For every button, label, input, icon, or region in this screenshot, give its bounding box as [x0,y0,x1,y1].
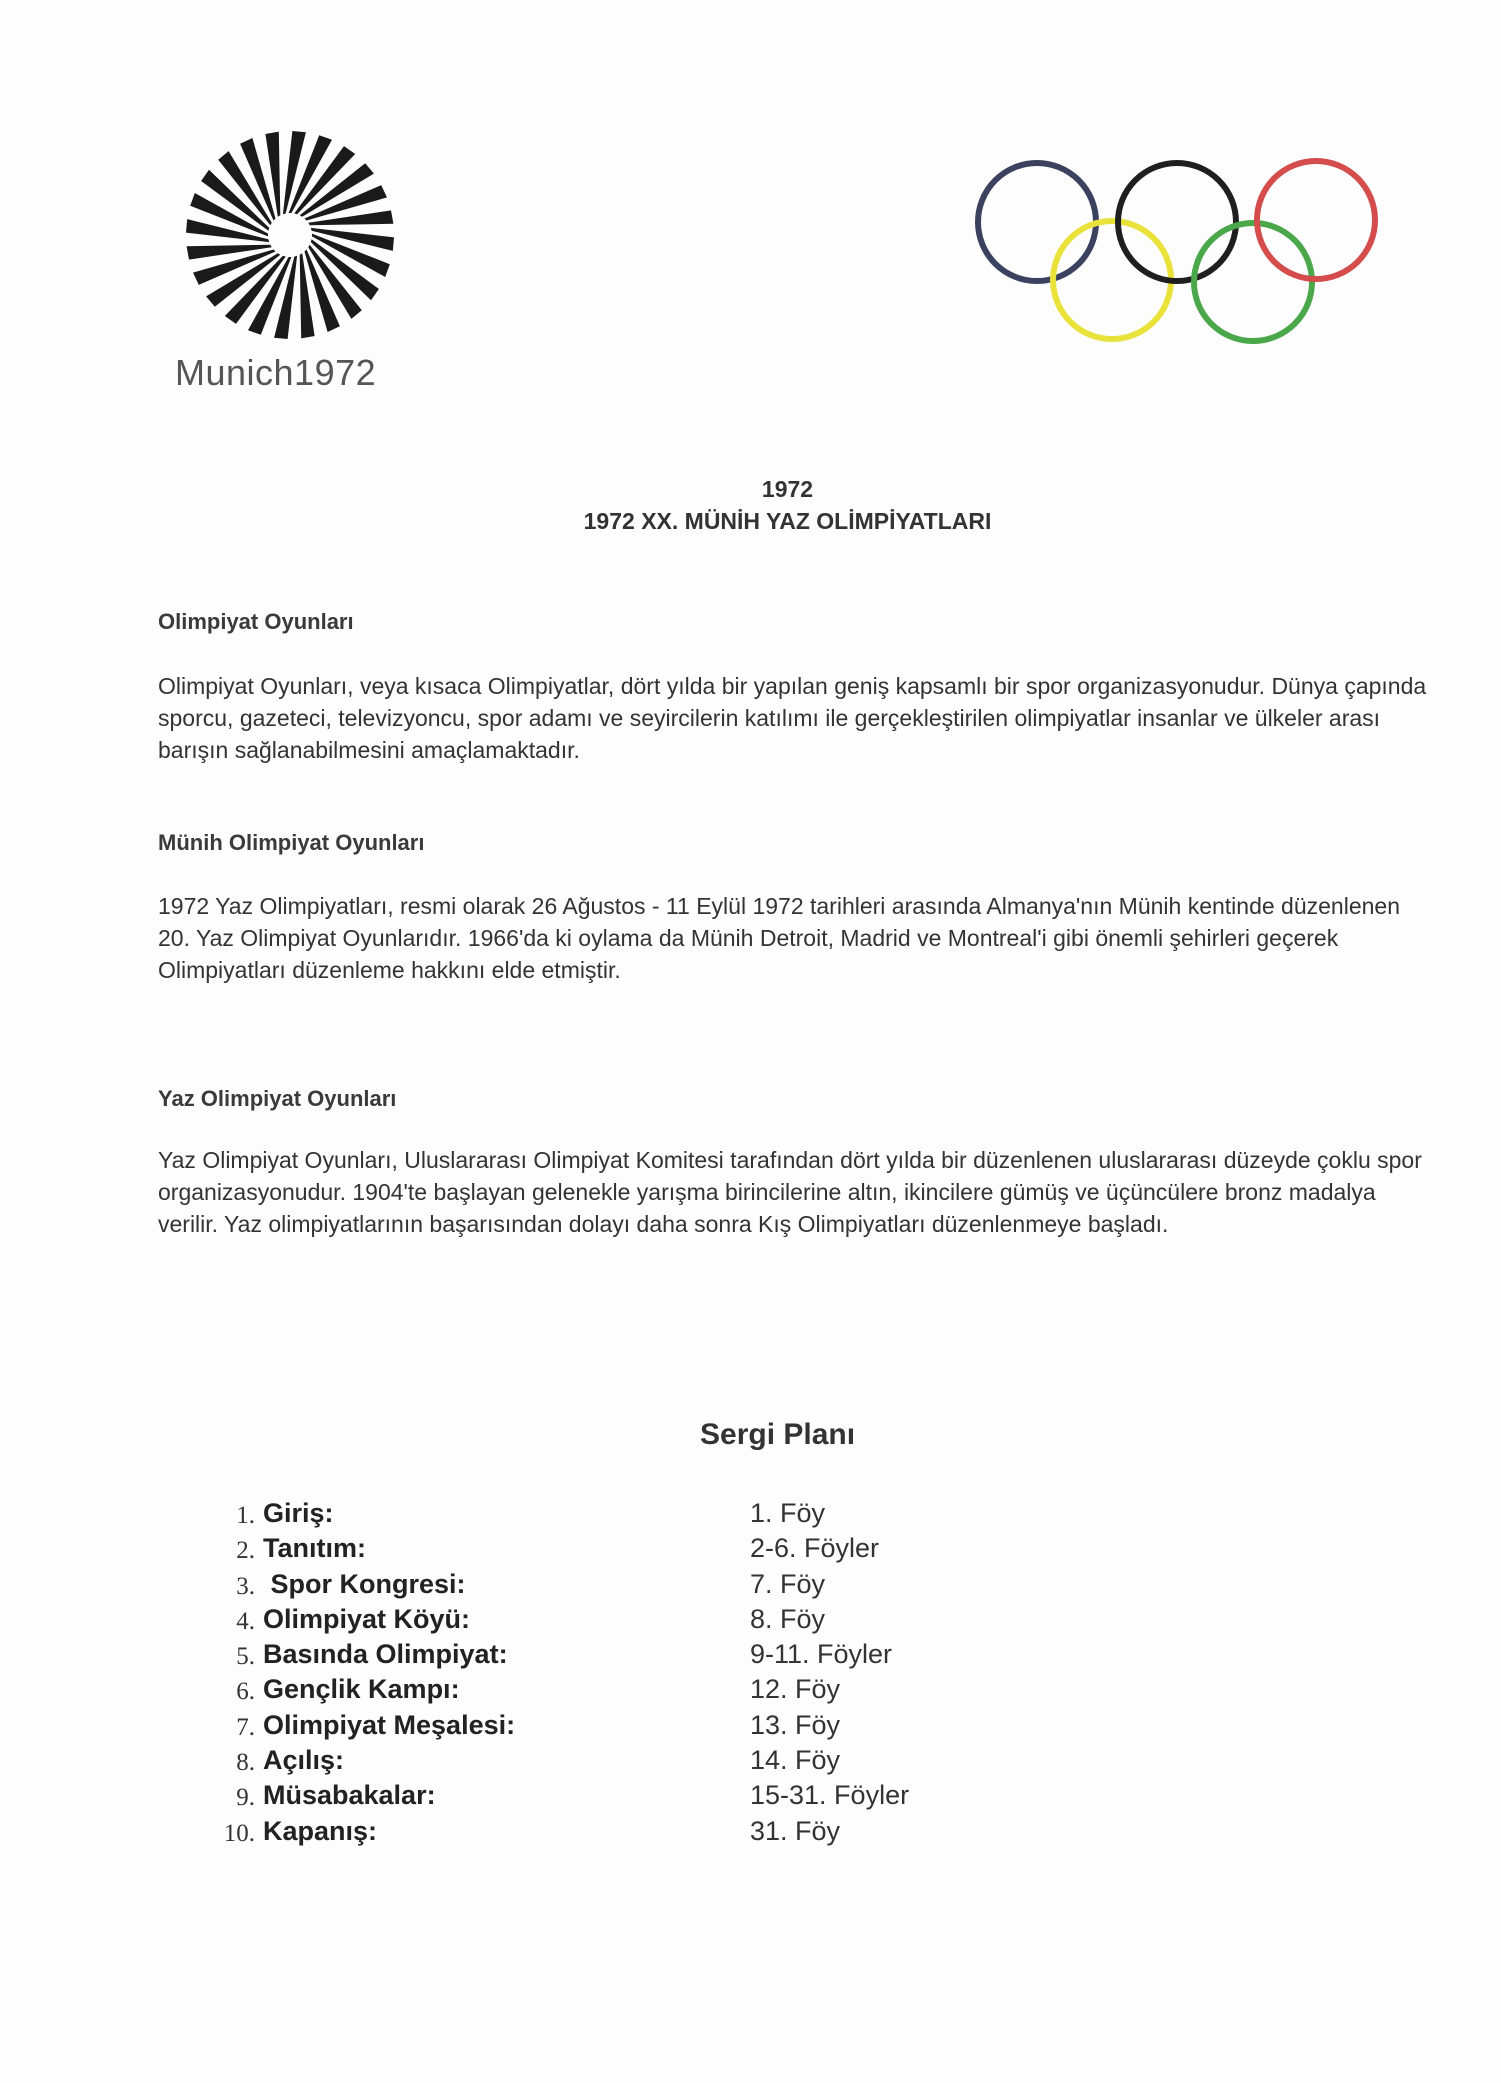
plan-item-label: Olimpiyat Köyü: [263,1603,471,1634]
plan-item-label: Açılış: [263,1745,345,1776]
plan-item-label: Spor Kongresi: [263,1568,466,1599]
plan-item [213,1674,1063,1709]
plan-item [213,1569,1063,1604]
document-title: 1972 XX. MÜNİH YAZ OLİMPİYATLARI [583,508,992,534]
plan-item-pages: 15-31. Föyler [750,1780,910,1811]
plan-item [213,1780,1063,1815]
exhibition-plan-title: Sergi Planı [700,1418,856,1451]
document-year: 1972 [761,476,814,502]
plan-item-number: 5. [236,1643,255,1671]
ring-green [1194,223,1312,341]
section-body-olimpiyat-oyunlari: Olimpiyat Oyunları, veya kısaca Olimpiyatlar, dört yılda bir yapılan geniş kapsamlı bir spor organizasyonudur. Dünya çapında sporcu, gazeteci, televizyoncu, spor adamı ve seyircilerin katılımı ile gerçekleştirilen olimpiyatlar insanlar ve ülkeler arası barışın sağlanabilmesini amaçlamaktadır. [158,673,1427,763]
plan-item [213,1639,1063,1674]
plan-item-number: 10. [223,1819,255,1847]
plan-item-label: Olimpiyat Meşalesi: [263,1709,516,1740]
plan-item-label: Tanıtım: [263,1533,366,1564]
plan-item-pages: 8. Föy [750,1603,826,1634]
munich-1972-logo-icon [170,115,410,355]
ring-red [1257,161,1375,279]
section-heading-olimpiyat-oyunlari: Olimpiyat Oyunları [158,609,354,634]
plan-item-number: 7. [236,1713,255,1741]
section-heading-munih-olimpiyat-oyunlari: Münih Olimpiyat Oyunları [158,830,425,855]
ring-yellow [1053,221,1171,339]
plan-item-number: 3. [236,1572,255,1600]
plan-item [213,1710,1063,1745]
plan-item-label: Giriş: [263,1498,334,1528]
plan-item-label: Müsabakalar: [263,1780,436,1811]
plan-item [213,1604,1063,1639]
plan-item-number: 2. [236,1537,255,1565]
plan-item [213,1745,1063,1780]
plan-item-pages: 12. Föy [750,1674,841,1705]
plan-item-number: 1. [236,1502,255,1529]
plan-item-pages: 9-11. Föyler [750,1639,893,1670]
plan-item-pages: 7. Föy [750,1568,826,1599]
plan-item-number: 8. [236,1749,255,1777]
olympic-rings-icon [970,150,1390,360]
section-body-munih-olimpiyat-oyunlari: 1972 Yaz Olimpiyatları, resmi olarak 26 Ağustos - 11 Eylül 1972 tarihleri arasında Almanya'nın Münih kentinde düzenlenen 20. Yaz Olimpiyat Oyunlarıdır. 1966'da ki oylama da Münih Detroit, Madrid ve Montreal'i gibi önemli şehirleri geçerek Olimpiyatları düzenleme hakkını elde etmiştir. [158,893,1400,983]
ring-black [1118,163,1236,281]
plan-item [213,1816,1063,1851]
exhibition-plan-list [213,1498,1063,1851]
section-body-yaz-olimpiyat-oyunlari: Yaz Olimpiyat Oyunları, Uluslararası Olimpiyat Komitesi tarafından dört yılda bir düzenlenen uluslararası düzeyde çoklu spor organizasyonudur. 1904'te başlayan gelenekle yarışma birincilerine altın, ikincilere gümüş ve üçüncülere bronz madalya verilir. Yaz olimpiyatlarının başarısından dolayı daha sonra Kış Olimpiyatları düzenlenmeye başladı. [158,1147,1422,1237]
munich-logo-caption: Munich1972 [175,352,377,393]
plan-item-pages: 31. Föy [750,1815,841,1846]
plan-item-pages: 2-6. Föyler [750,1533,880,1564]
plan-item-number: 6. [236,1678,255,1706]
plan-item-pages: 13. Föy [750,1709,841,1740]
plan-item-number: 4. [236,1607,255,1635]
plan-item-pages: 1. Föy [750,1498,826,1528]
plan-item-label: Gençlik Kampı: [263,1674,460,1705]
plan-item [213,1498,1063,1533]
section-heading-yaz-olimpiyat-oyunlari: Yaz Olimpiyat Oyunları [158,1086,397,1111]
plan-item-label: Basında Olimpiyat: [263,1639,508,1670]
plan-item-pages: 14. Föy [750,1745,841,1776]
plan-item [213,1533,1063,1568]
ring-blue [978,163,1096,281]
plan-item-label: Kapanış: [263,1815,378,1846]
plan-item-number: 9. [236,1784,255,1812]
